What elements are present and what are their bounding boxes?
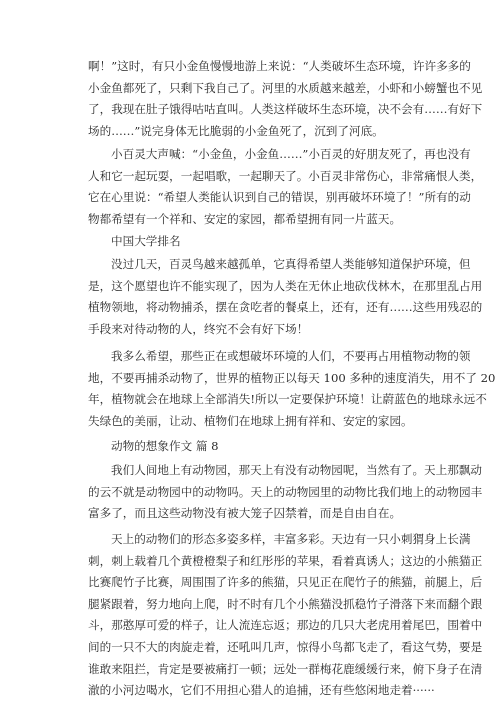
text-line: 它在心里说：“希望人类能认识到自己的错误，别再破坏环境了！”所有的动 <box>88 190 471 205</box>
paragraph-sky-animals <box>88 529 483 702</box>
text-line: 小百灵大声喊：“小金鱼，小金鱼……”小百灵的好朋友死了，再也没有 <box>111 147 471 161</box>
text-line: 年，植物就会在地球上全部消失!所以一定要保护环境！让蔚蓝色的地球永远不 <box>88 392 487 407</box>
text-line: 场的……”说完身体无比脆弱的小金鱼死了，沉到了河底。 <box>88 123 384 138</box>
text-line: 是，这个愿望也许不能实现了，因为人类在无休止地砍伐林木，在那里乱占用 <box>88 278 483 293</box>
text-line: 比赛爬竹子比赛，周围围了许多的熊猫，只见正在爬竹子的熊猫，前腿上，后 <box>88 575 483 590</box>
text-line: 斗，那憨厚可爱的样子，让人流连忘返；那边的几只大老虎用着尾巴，围着中 <box>88 618 483 633</box>
text-line: 我多么希望，那些正在或想破坏环境的人们，不要再占用植物动物的领 <box>111 349 471 363</box>
paragraph-hope <box>88 346 496 432</box>
text-line: 人和它一起玩耍，一起唱歌，一起聊天了。小百灵非常伤心，非常痛恨人类， <box>88 168 483 183</box>
text-line: 手段来对待动物的人，终究不会有好下场！ <box>88 321 309 336</box>
text-line: 植物领地，将动物捕杀，摆在贪吃者的餐桌上，还有，还有……这些用残忍的 <box>88 300 483 315</box>
heading-essay-8 <box>88 436 421 458</box>
text-line: 刺，刺上载着几个黄橙橙梨子和红彤彤的苹果，看着真诱人；这边的小熊猫正 <box>88 553 483 568</box>
text-line: 腿紧跟着，努力地向上爬，时不时有几个小熊猫没抓稳竹子滑落下来而翻个跟 <box>88 596 483 611</box>
section-heading: 中国大学排名 <box>111 234 181 248</box>
text-line: 啊！”这时，有只小金鱼慢慢地游上来说：“人类破坏生态环境，许许多多的 <box>88 59 471 73</box>
paragraph-lark <box>88 144 483 230</box>
text-line: 天上的动物们的形态多姿多样，丰富多彩。天边有一只小刺猬身上长满 <box>111 532 471 546</box>
text-line: 我们人间地上有动物园，那天上有没有动物园呢，当然有了。天上那飘动 <box>111 463 483 477</box>
text-line: 失绿色的美丽，让动、植物们在地球上拥有祥和、安定的家园。 <box>88 413 413 428</box>
paragraph-sky-zoo <box>88 460 483 525</box>
text-line: 的云不就是动物园中的动物吗。天上的动物园里的动物比我们地上的动物园丰 <box>88 484 483 499</box>
text-line: 了，我现在肚子饿得咕咕直叫。人类这样破坏生态环境，决不会有……有好下 <box>88 102 483 117</box>
text-line: 谁敢来阻拦，肯定是要被痛打一顿；远处一群梅花鹿缓缓行来，俯下身子在清 <box>88 661 483 676</box>
text-line: 没过几天，百灵鸟越来越孤单，它真得希望人类能够知道保护环境，但 <box>111 257 471 271</box>
text-line: 间的一只不大的肉旋走着，还吼叫几声，惊得小鸟都飞走了，看这气势，要是 <box>88 639 483 654</box>
heading-university-ranking <box>88 231 421 253</box>
paragraph-goldfish <box>88 56 483 142</box>
paragraph-lonely-lark <box>88 254 483 340</box>
text-line: 澈的小河边喝水，它们不用担心猎人的追捕，还有些悠闲地走着······ <box>88 683 435 698</box>
text-line: 物都希望有一个祥和、安定的家园，都希望拥有同一片蓝天。 <box>88 211 402 226</box>
text-line: 小金鱼都死了，只剩下我自己了。河里的水质越来越差，小虾和小螃蟹也不见 <box>88 80 483 95</box>
text-line: 地，不要再捕杀动物了，世界的植物正以每天 100 多种的速度消失，用不了 20 <box>88 370 496 385</box>
section-heading: 动物的想象作文 篇 8 <box>111 439 219 453</box>
text-line: 富多了，而且这些动物没有被大笼子囚禁着，而是自由自在。 <box>88 506 402 521</box>
